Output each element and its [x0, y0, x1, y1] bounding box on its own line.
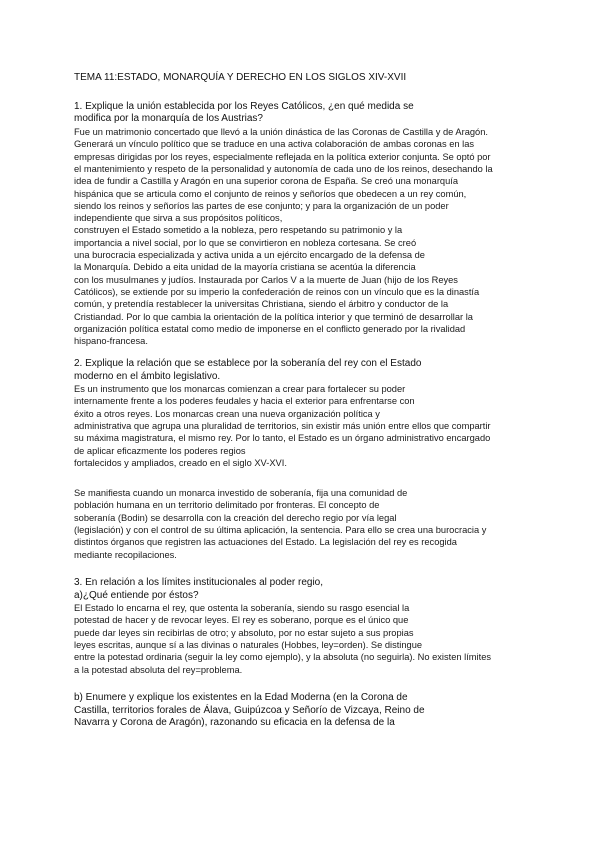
answer-1-line: una burocracia especializada y activa unida a un ejército encargado de la defensa de [74, 250, 425, 260]
answer-1-line: común, y pretendía restablecer la universitas Christiana, siendo el árbitro y conductor de la [74, 299, 449, 310]
answer-3-line: a la potestad absoluta del rey=problema. [74, 664, 243, 675]
question-2-line: moderno en el ámbito legislativo. [74, 370, 221, 382]
answer-3-line: leyes escritas, aunque sí a las divinas o naturales (Hobbes, ley=orden). Se distingue [74, 639, 423, 650]
answer-1-line: Cristiandad. Por lo que cambia la orientación de la política interior y que terminó de desarrollar la [74, 311, 473, 322]
answer-3-line: puede dar leyes sin recibirlas de otro; y absoluto, por no estar sujeto a sus propias [74, 627, 414, 638]
document-title: TEMA 11:ESTADO, MONARQUÍA Y DERECHO EN LOS SIGLOS XIV-XVII [74, 72, 407, 83]
answer-2-line: fortalecidos y ampliados, creado en el siglo XV-XVI. [74, 457, 287, 468]
answer-3-line: El Estado lo encarna el rey, que ostenta la soberanía, siendo su rasgo esencial la [74, 603, 410, 613]
answer-1-line: construyen el Estado sometido a la nobleza, pero respetando su patrimonio y la [74, 225, 403, 236]
answer-1-line: la Monarquía. Debido a eita unidad de la mayoría cristiana se acentúa la diferencia [74, 262, 416, 273]
answer-1-line: Generará un vínculo político que se traduce en una activa colaboración de ambas coronas en las [74, 139, 475, 150]
answer-2-paragraph-line: población humana en un territorio delimitado por fronteras. El concepto de [74, 500, 380, 511]
answer-2-line: Es un instrumento que los monarcas comienzan a crear para fortalecer su poder [74, 384, 406, 394]
question-1-line: modifica por la monarquía de los Austrias? [74, 113, 263, 124]
answer-1-line: organización política estatal como medio de imponerse en el conflicto generado por la rivalidad [74, 323, 466, 334]
answer-2-paragraph-line: soberanía (Bodin) se desarrolla con la creación del derecho regio por vía legal [74, 512, 397, 523]
answer-3-line: entre la potestad ordinaria (seguir la ley como ejemplo), y la absoluta (no seguirla). No existen límites [74, 652, 492, 663]
answer-2-paragraph-line: distintos órganos que registren las actuaciones del Estado. La legislación del rey es recogida [74, 537, 457, 548]
answer-2-line: administrativa que agrupa una pluralidad de territorios, sin existir más unión entre ellos que compartir [74, 420, 491, 431]
question-3b-line: Navarra y Corona de Aragón), razonando su eficacia en la defensa de la [74, 717, 395, 728]
answer-2-paragraph-line: Se manifiesta cuando un monarca investido de soberanía, fija una comunidad de [74, 488, 408, 498]
question-3b-line: b) Enumere y explique los existentes en la Edad Moderna (en la Corona de [74, 692, 408, 703]
question-3-line: 3. En relación a los límites institucionales al poder regio, [74, 577, 324, 588]
answer-1-line: hispánica que se articula como el conjunto de reinos y señoríos que obedecen a un rey común, [74, 188, 467, 199]
answer-1-line: hispano-francesa. [74, 336, 148, 347]
answer-1-line: empresas dirigidas por los reyes, especialmente reflejada en la política exterior conjunta. Se optó por [74, 151, 491, 162]
question-2-line: 2. Explique la relación que se establece por la soberanía del rey con el Estado [74, 358, 422, 369]
answer-1-line: siendo los reinos y señoríos las partes de ese conjunto; y para la organización de un poder [74, 200, 449, 211]
answer-1-line: importancia a nivel social, por lo que se convirtieron en nobleza cortesana. Se creó [74, 237, 417, 248]
answer-2-line: de aplicar eficazmente los poderes regios [74, 445, 246, 456]
answer-1-line: independiente que sirva a sus propósitos políticos, [74, 213, 283, 224]
answer-1-line: idea de fundir a Castilla y Aragón en una superior corona de España. Se creó una monarquía [74, 176, 459, 187]
answer-1-line: Católicos), se extiende por su imperio la confederación de reinos con un vínculo que es la dinastía [74, 286, 480, 297]
answer-1-line: el mantenimiento y respeto de la personalidad y autonomía de cada uno de los reinos, desechando la [74, 163, 493, 174]
answer-1-line: Fue un matrimonio concertado que llevó a la unión dinástica de las Coronas de Castilla y de Aragón. [74, 127, 488, 137]
answer-1-line: con los musulmanes y judíos. Instaurada por Carlos V a la muerte de Juan (hijo de los Reyes [74, 274, 458, 285]
question-3-line: a)¿Qué entiende por éstos? [74, 589, 199, 601]
answer-2-paragraph-line: (legislación) y con el control de su última aplicación, la sentencia. Para ello se crea una burocracia y [74, 524, 487, 535]
question-1-line: 1. Explique la unión establecida por los Reyes Católicos, ¿en qué medida se [74, 101, 414, 112]
answer-2-line: su máxima magistratura, el mismo rey. Por lo tanto, el Estado es un órgano administrativo encargado [74, 433, 491, 444]
answer-2-paragraph-line: mediante recopilaciones. [74, 549, 177, 560]
answer-2-line: internamente frente a los poderes feudales y hacia el exterior para enfrentarse con [74, 396, 415, 407]
answer-2-line: éxito a otros reyes. Los monarcas crean una nueva organización política y [74, 408, 380, 419]
question-3b-line: Castilla, territorios forales de Álava, Guipúzcoa y Señorío de Vizcaya, Reino de [74, 704, 425, 716]
answer-3-line: potestad de hacer y de revocar leyes. El rey es soberano, porque es el único que [74, 615, 409, 626]
